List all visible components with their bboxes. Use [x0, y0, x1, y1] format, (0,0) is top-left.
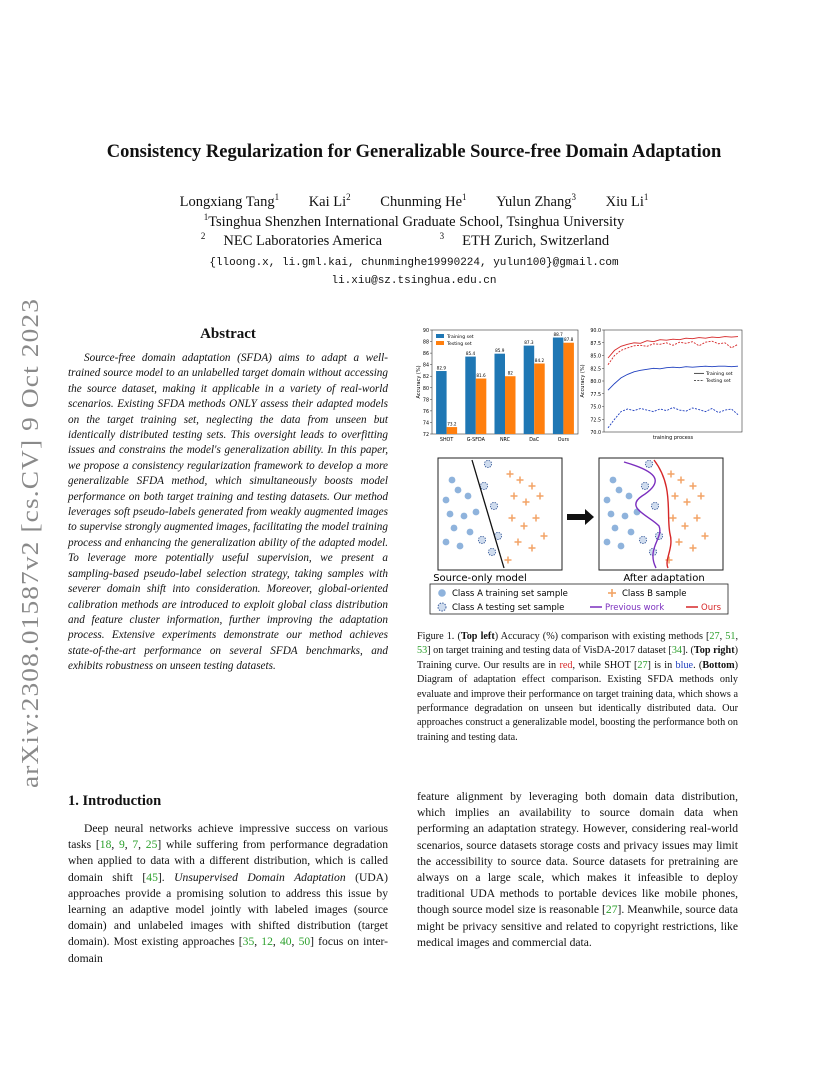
class-a-train-point [628, 529, 635, 536]
intro-paragraph-continued: feature alignment by leveraging both domain data distribution, which implies an availability to source domain data when performing an adaptation strategy. However, considering real-world scenarios, source datasets storage costs and privacy issues may limit the accessibility to source data. Source datasets for pretraining are always on a large scale, which makes it infeasible to deploy traditional UDA methods to portable devices like mobile phones, though source model size is reasonable [27]. Meanwhile, source data might be privacy sensitive and related to copyright restrictions, like medical images and commercial data. [417, 790, 738, 949]
bar-value-label: 87.3 [524, 340, 534, 346]
class-a-train-point [616, 487, 623, 494]
legend-label: Testing set [447, 342, 472, 347]
class-a-train-point [618, 543, 625, 550]
class-a-train-point [473, 509, 480, 516]
author: Xiu Li$^1$ [605, 192, 649, 210]
legend-label: Training set [447, 335, 474, 340]
x-tick-label: DaC [529, 438, 540, 443]
class-a-test-point [484, 460, 491, 467]
legend-class-a-train: Class A training set sample [452, 589, 568, 599]
citation: 45 [146, 870, 158, 884]
y-tick-label: 84 [422, 363, 429, 369]
author-emails: {lloong.x, li.gml.kai, chunminghe19990224, yulun100}@gmail.com [209, 257, 619, 269]
citation: 12 [261, 935, 273, 949]
y-tick-label: 80 [422, 386, 429, 392]
y-tick-label: 90.0 [590, 329, 601, 334]
class-a-train-point [465, 493, 472, 500]
y-tick-label: 86 [422, 352, 429, 358]
y-tick-label: 80.0 [590, 380, 601, 385]
class-a-train-point [457, 543, 464, 550]
after-adaptation-label: After adaptation [623, 573, 705, 584]
legend-label: Testing set [706, 379, 731, 385]
legend-previous-work: Previous work [605, 603, 665, 613]
adaptation-diagram [424, 456, 734, 616]
citation: 25 [145, 838, 158, 852]
bar-value-label: 88.7 [553, 332, 563, 338]
legend-ours: Ours [701, 603, 722, 613]
bar-value-label: 85.4 [465, 351, 476, 357]
series-line [608, 337, 738, 358]
bar-chart [412, 324, 584, 446]
class-a-train-point [634, 509, 641, 516]
class-a-train-point [622, 513, 629, 520]
y-tick-label: 85.0 [590, 354, 601, 360]
y-tick-label: 75.0 [590, 405, 601, 411]
y-tick-label: 78 [422, 398, 429, 404]
class-a-test-point [480, 482, 487, 489]
class-a-train-point [626, 493, 633, 500]
class-a-train-point [455, 487, 462, 494]
class-a-test-point [478, 536, 485, 543]
author-list [0, 194, 828, 211]
x-tick-label: G-SFDA [466, 438, 485, 443]
paper-title: Consistency Regularization for Generalizable Source-free Domain Adaptation [106, 142, 722, 162]
arxiv-id-text: arXiv:2308.01587v2 [cs.CV] 9 Oct 2023 [18, 357, 44, 788]
y-axis-label: Accuracy (%) [580, 364, 586, 398]
bar [534, 364, 545, 434]
citation: 27 [637, 659, 648, 671]
bar-value-label: 82.9 [436, 365, 447, 371]
class-a-train-point [449, 477, 456, 484]
citation: 50 [298, 935, 311, 949]
bar [524, 346, 535, 434]
y-tick-label: 76 [422, 409, 429, 415]
legend-swatch [436, 334, 444, 338]
bar-value-label: 84.2 [534, 358, 545, 364]
y-tick-label: 74 [422, 421, 429, 427]
bar [505, 376, 516, 434]
class-a-train-point [443, 497, 450, 504]
y-tick-label: 70.0 [590, 431, 601, 436]
class-a-train-point [610, 477, 617, 484]
author: Chunming He$^1$ [380, 192, 467, 210]
bar-value-label: 81.6 [476, 373, 486, 379]
class-a-train-point [604, 539, 611, 546]
citation: 51 [725, 631, 736, 642]
arxiv-identifier [12, 296, 46, 788]
class-a-test-point [490, 502, 497, 509]
citation: 27 [709, 631, 720, 642]
citation: 40 [279, 935, 292, 949]
affiliation-2: $^2$ NEC Laboratories America $^3$ ETH Zurich, Switzerland [200, 231, 610, 249]
citation: 9 [118, 838, 125, 852]
bar-value-label: 82 [507, 370, 513, 376]
intro-paragraph: Deep neural networks achieve impressive success on various tasks [18, 9, 7, 25] while suffering from performance degradation when applied to data with a different distribution, which is called domain shift [45]. Unsupervised Domain Adaptation (UDA) approaches provide a promising solution to address this issue by learning an adaptive model jointly with labeled images (source domain) and unlabeled images with shifted distribution (target domain). Most existing approaches [35, 12, 40, 50] focus on inter-domain [68, 822, 389, 965]
y-tick-label: 88 [422, 340, 429, 346]
y-tick-label: 87.5 [590, 341, 601, 347]
legend-swatch [436, 341, 444, 345]
citation: 35 [242, 935, 255, 949]
x-tick-label: NRC [499, 438, 511, 443]
y-tick-label: 72.5 [590, 418, 601, 424]
class-a-test-point [641, 482, 648, 489]
bar [465, 357, 476, 434]
class-a-test-point [645, 460, 652, 467]
bar [563, 343, 574, 434]
x-axis-label: training process [652, 435, 694, 441]
x-tick-label: Ours [557, 438, 570, 443]
author: Kai Li$^2$ [308, 192, 351, 210]
citation: 27 [605, 903, 618, 917]
abstract-text: Source-free domain adaptation (SFDA) aims to adapt a well-trained source model to an unlabelled target domain without accessing the source dataset, making it applicable in a variety of real-world scenarios. Existing SFDA methods ONLY assess their adapted models on the target training set, neglecting the data from unseen but identically distributed testing sets. This oversight leads to overfitting issues and constrains the model's generalization ability. In this paper, we propose a consistency regularization framework to develop a more generalizable SFDA method, which simultaneously boosts model performance on both target training and testing datasets. Our method leverages soft pseudo-labels generated from weakly augmented images to supervise strongly augmented images, facilitating the model training process and enhancing the generalization ability of the adapted model. To leverage more potentially useful supervision, we present a sampling-based pseudo-label selection strategy, taking samples with severer domain shift into consideration. Moreover, global-oriented calibration methods are introduced to exploit global class distribution and feature cluster information, further improving the adaptation process. Extensive experiments demonstrate our method achieves state-of-the-art performance on several SFDA benchmarks, and exhibits robustness on unseen testing datasets. [68, 352, 388, 673]
y-tick-label: 82 [422, 375, 429, 381]
class-a-train-point [612, 525, 619, 532]
author-email: li.xiu@sz.tsinghua.edu.cn [331, 275, 497, 287]
bar-value-label: 73.2 [447, 421, 457, 427]
after-adaptation-panel [599, 458, 723, 570]
citation: 7 [132, 838, 139, 852]
line-chart [576, 324, 746, 446]
right-arrow [567, 509, 594, 525]
y-tick-label: 72 [422, 433, 429, 438]
y-axis-label: Accuracy (%) [416, 365, 422, 399]
class-a-train-point [447, 511, 454, 518]
x-tick-label: SHOT [439, 438, 454, 443]
y-tick-label: 77.5 [590, 392, 601, 398]
figure-caption: Figure 1. (Top left) Accuracy (%) comparison with existing methods [27, 51, 53] on target training and testing data of VisDA-2017 dataset [34]. (Top right) Training curve. Our results are in red, while SHOT [27] is in blue. (Bottom) Diagram of adaptation effect comparison. Existing SFDA methods only evaluate and improve their performance on target training data, which shows a performance degradation on unseen but identically distributed data. Our approaches construct a generalizable model, boosting the performance both on training and testing data. [417, 631, 738, 743]
bar [553, 338, 564, 434]
class-a-test-marker [438, 603, 446, 611]
class-a-train-point [604, 497, 611, 504]
abstract-heading: Abstract [200, 326, 256, 342]
bar [447, 427, 458, 434]
source-only-label: Source-only model [433, 573, 527, 584]
citation: 34 [671, 645, 683, 657]
class-a-train-point [451, 525, 458, 532]
class-a-test-point [651, 502, 658, 509]
author: Longxiang Tang$^1$ [179, 192, 280, 210]
legend-label: Training set [706, 372, 733, 378]
class-a-train-point [467, 529, 474, 536]
bar-value-label: 87.8 [563, 337, 574, 343]
author: Yulun Zhang$^3$ [496, 192, 576, 210]
y-tick-label: 90 [422, 329, 429, 334]
y-tick-label: 82.5 [590, 367, 601, 373]
bar-value-label: 85.9 [495, 348, 505, 354]
series-line [608, 408, 738, 428]
citation: 53 [417, 645, 428, 657]
class-a-train-point [608, 511, 615, 518]
bar [494, 354, 505, 434]
legend-class-b: Class B sample [622, 589, 687, 599]
class-a-train-point [461, 513, 468, 520]
bar [436, 371, 447, 434]
section-heading: 1. Introduction [68, 793, 162, 809]
bar [476, 379, 487, 434]
class-a-train-marker [438, 589, 446, 597]
class-a-train-point [443, 539, 450, 546]
class-a-test-point [639, 536, 646, 543]
affiliation-1: $^1$Tsinghua Shenzhen International Graduate School, Tsinghua University [203, 212, 625, 230]
legend-class-a-test: Class A testing set sample [452, 603, 565, 613]
class-a-test-point [488, 548, 495, 555]
citation: 18 [99, 838, 112, 852]
